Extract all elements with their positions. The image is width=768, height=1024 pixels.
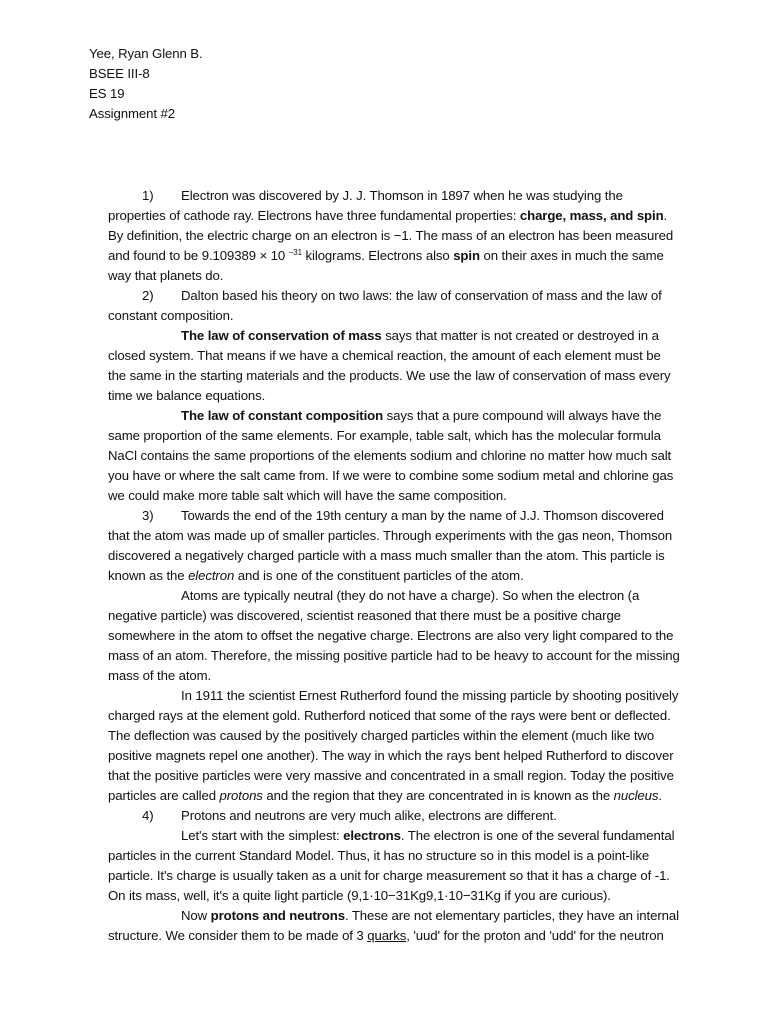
answer-text: Protons and neutrons are very much alike, electrons are different. xyxy=(181,808,557,823)
italic-term: protons xyxy=(219,788,263,803)
answer-1: 1) Electron was discovered by J. J. Thomson in 1897 when he was studying the properties of cathode ray. Electrons have three fundamental properties: charge, mass, and spin. By definition, the electric charge on an electron is −1. The mass of an electron has been measured and found to be 9.109389 × 10 $^{-31}$ kilograms. Electrons also spin on their axes in much the same way that planets do. xyxy=(108,188,674,283)
bold-term: spin xyxy=(453,248,480,263)
answer-2: 2) Dalton based his theory on two laws: the law of conservation of mass and the law of constant composition. xyxy=(108,288,662,323)
answer-4-paragraph xyxy=(108,826,680,906)
answer-3-paragraph xyxy=(108,686,680,806)
answer-text: . By definition, the electric charge on an electron is −1. The mass of an electron has been measured and found to be 9.109389 × 10 xyxy=(108,208,674,263)
answer-text: Dalton based his theory on two laws: the law of conservation of mass and the law of constant composition. xyxy=(108,288,662,323)
italic-term: nucleus xyxy=(613,788,659,803)
paragraph-text: and the region that they are concentrated in is known as the xyxy=(262,788,614,803)
course-code: ES 19 xyxy=(89,86,125,101)
quarks-link[interactable]: quarks xyxy=(367,928,407,943)
answer-text: kilograms. Electrons also xyxy=(301,248,454,263)
bold-term: The law of constant composition xyxy=(181,408,384,423)
answer-3: 3) Towards the end of the 19th century a man by the name of J.J. Thomson discovered that the atom was made up of smaller particles. Through experiments with the gas neon, Thomson discovered a negatively charged particle with a mass much smaller than the atom. This particle is known as the electron and is one of the constituent particles of the atom. xyxy=(108,508,673,583)
answer-4-paragraph xyxy=(108,906,680,946)
answer-2-paragraph xyxy=(108,326,680,406)
assignment-title: Assignment #2 xyxy=(89,106,175,121)
paragraph-text: Now xyxy=(181,908,211,923)
answer-text: Towards the end of the 19th century a man by the name of J.J. Thomson discovered that the atom was made up of smaller particles. Through experiments with the gas neon, Thomson discovered a negatively charged particle with a mass much smaller than the atom. This particle is known as the xyxy=(108,508,673,583)
exponent: −31 xyxy=(288,248,302,257)
bold-term: The law of conservation of mass xyxy=(181,328,382,343)
student-name: Yee, Ryan Glenn B. xyxy=(89,46,203,61)
answer-text: Electron was discovered by J. J. Thomson in 1897 when he was studying the properties of cathode ray. Electrons have three fundamental properties: xyxy=(108,188,623,223)
italic-term: electron xyxy=(188,568,235,583)
paragraph-text: . xyxy=(658,788,662,803)
paragraph-text: says that matter is not created or destroyed in a closed system. That means if we have a chemical reaction, the amount of each element must be the same in the starting materials and the products. We use the law of conservation of mass every time we balance equations. xyxy=(108,328,671,403)
paragraph-text: Let's start with the simplest: xyxy=(181,828,344,843)
answer-text: and is one of the constituent particles of the atom. xyxy=(234,568,524,583)
paragraph-text: In 1911 the scientist Ernest Rutherford found the missing particle by shooting positively charged rays at the element gold. Rutherford noticed that some of the rays were bent or deflected. The deflection was caused by the positively charged particles within the element (much like two positive magnets repel one another). The way in which the rays bent helped Rutherford to discover that the positive particles were very massive and concentrated in a small region. Today the positive particles are called xyxy=(108,688,679,803)
paragraph-text: . These are not elementary particles, they have an internal structure. We consider them to be made of 3 xyxy=(108,908,679,943)
answer-3-paragraph: Atoms are typically neutral (they do not have a charge). So when the electron (a negative particle) was discovered, scientist reasoned that there must be a positive charge somewhere in the atom to offset the negative charge. Electrons are also very light compared to the mass of an atom. Therefore, the missing positive particle had to be heavy to account for the missing mass of the atom. xyxy=(108,588,680,683)
paragraph-text: , 'uud' for the proton and 'udd' for the neutron xyxy=(406,928,664,943)
answer-text: on their axes in much the same way that planets do. xyxy=(108,248,664,283)
answer-2-paragraph xyxy=(108,406,680,506)
bold-term: protons and neutrons xyxy=(210,908,345,923)
answer-4: 4) Protons and neutrons are very much alike, electrons are different. xyxy=(142,808,557,823)
document-body xyxy=(108,186,680,946)
bold-term: electrons xyxy=(343,828,401,843)
student-section: BSEE III-8 xyxy=(89,66,150,81)
paragraph-text: . The electron is one of the several fundamental particles in the current Standard Model. Thus, it has no structure so in this model is a point-like particle. It's charge is usually taken as a unit for charge measurement so that it has a charge of -1. On its mass, well, it's a quite light particle (9,1·10−31Kg9,1·10−31Kg if you are curious). xyxy=(108,828,675,903)
paragraph-text: says that a pure compound will always have the same proportion of the same elements. For example, table salt, which has the molecular formula NaCl contains the same proportions of the elements sodium and chlorine no matter how much salt you have or where the salt came from. If we were to combine some sodium metal and chlorine gas we could make more table salt which will have the same composition. xyxy=(108,408,674,503)
bold-term: charge, mass, and spin xyxy=(519,208,664,223)
document-header xyxy=(89,44,203,124)
